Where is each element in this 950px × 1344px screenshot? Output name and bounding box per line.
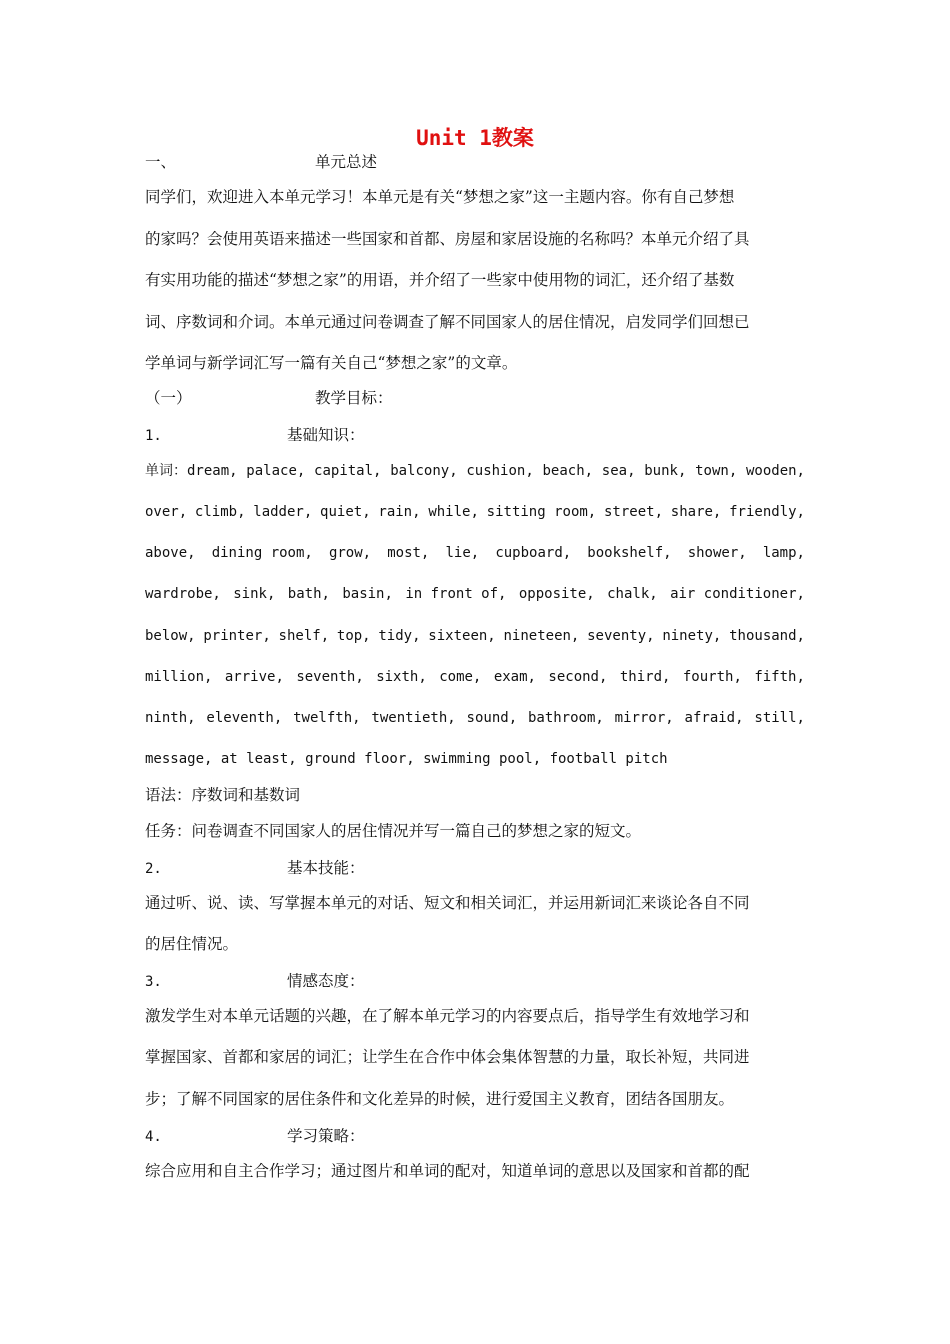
vocab-word: lamp, — [762, 545, 805, 561]
vocab-word: above, — [145, 545, 196, 561]
vocab-word: balcony, — [390, 463, 458, 479]
vocab-word: fifth, — [754, 669, 805, 685]
section1-heading: 单元总述 — [315, 153, 378, 171]
vocab-word: air conditioner, — [670, 586, 805, 602]
vocab-word: seventy, — [587, 628, 655, 644]
vocab-line-last: message, at least, ground floor, swimming pool, football pitch — [145, 751, 668, 767]
vocab-word: afraid, — [684, 710, 744, 726]
objectives-header — [145, 388, 393, 408]
vocab-word: bunk, — [644, 463, 687, 479]
vocab-word: sink, — [233, 586, 276, 602]
vocab-word: grow, — [328, 545, 372, 561]
vocab-word: while, — [428, 504, 479, 520]
vocab-word: most, — [387, 545, 430, 561]
vocab-word: dining room, — [211, 545, 313, 561]
section1-header — [145, 152, 377, 172]
vocab-word: ninety, — [662, 628, 722, 644]
vocab-word: third, — [619, 669, 671, 685]
item4-number: 4. — [145, 1129, 162, 1145]
vocab-word: share, — [670, 504, 722, 520]
vocab-word: exam, — [493, 669, 536, 685]
vocab-word: over, — [145, 504, 188, 520]
vocab-word: capital, — [314, 463, 382, 479]
item3-header — [145, 971, 365, 992]
vocab-word: shelf, — [278, 628, 330, 644]
vocab-word: lie, — [445, 545, 480, 561]
item3-text: 步；了解不同国家的居住条件和文化差异的时候，进行爱国主义教育，团结各国朋友。 — [145, 1090, 735, 1108]
item3-text: 掌握国家、首都和家居的词汇；让学生在合作中体会集体智慧的力量，取长补短，共同进 — [145, 1048, 750, 1066]
vocab-word: tidy, — [378, 628, 421, 644]
vocab-word: sound, — [466, 710, 518, 726]
vocab-word: nineteen, — [503, 628, 580, 644]
item3-heading: 情感态度： — [287, 972, 365, 990]
vocab-word: palace, — [246, 463, 306, 479]
item2-header — [145, 858, 365, 879]
objectives-heading: 教学目标： — [315, 389, 393, 407]
vocab-word: cupboard, — [495, 545, 572, 561]
vocab-word: below, — [145, 628, 196, 644]
vocab-word: arrive, — [224, 669, 284, 685]
vocab-word: bookshelf, — [587, 545, 672, 561]
intro-line: 学单词与新学词汇写一篇有关自己“梦想之家”的文章。 — [145, 354, 518, 372]
item1-heading: 基础知识： — [287, 426, 365, 444]
item3-text: 激发学生对本单元话题的兴趣，在了解本单元学习的内容要点后，指导学生有效地学习和 — [145, 1007, 750, 1025]
vocab-word: sixth, — [376, 669, 427, 685]
item4-heading: 学习策略： — [287, 1127, 365, 1145]
item4-text: 综合应用和自主合作学习；通过图片和单词的配对，知道单词的意思以及国家和首都的配 — [145, 1162, 750, 1180]
item1-number: 1. — [145, 428, 162, 444]
task-line: 任务：问卷调查不同国家人的居住情况并写一篇自己的梦想之家的短文。 — [145, 822, 642, 840]
vocab-line — [145, 584, 805, 604]
vocab-word: shower, — [687, 545, 747, 561]
section1-number: 一、 — [145, 153, 177, 171]
grammar-line: 语法：序数词和基数词 — [145, 786, 301, 804]
vocab-word: thousand, — [729, 628, 805, 644]
vocab-word: ninth, — [145, 710, 196, 726]
vocab-line — [145, 543, 805, 563]
vocab-word: town, — [695, 463, 738, 479]
vocab-word: chalk, — [607, 586, 658, 602]
intro-line: 的家吗？会使用英语来描述一些国家和首都、房屋和家居设施的名称吗？本单元介绍了具 — [145, 230, 750, 248]
item2-text: 通过听、说、读、写掌握本单元的对话、短文和相关词汇，并运用新词汇来谈论各自不同 — [145, 894, 750, 912]
intro-line: 有实用功能的描述“梦想之家”的用语，并介绍了一些家中使用物的词汇，还介绍了基数 — [145, 271, 735, 289]
vocab-word: eleventh, — [206, 710, 283, 726]
vocab-line — [145, 667, 805, 687]
page-title: Unit 1教案 — [416, 126, 534, 150]
vocab-word: sea, — [601, 463, 636, 479]
vocab-word: bathroom, — [527, 710, 604, 726]
vocab-word: sitting room, — [486, 504, 597, 520]
vocab-word: fourth, — [682, 669, 742, 685]
vocab-line — [145, 708, 805, 728]
vocab-line — [145, 502, 805, 522]
vocab-word: still, — [754, 710, 805, 726]
vocab-word: top, — [336, 628, 371, 644]
vocab-word: come, — [439, 669, 482, 685]
vocab-line — [145, 626, 805, 646]
intro-line: 同学们，欢迎进入本单元学习！本单元是有关“梦想之家”这一主题内容。你有自己梦想 — [145, 188, 735, 206]
vocab-word: seventh, — [296, 669, 364, 685]
vocab-word: opposite, — [518, 586, 595, 602]
item3-number: 3. — [145, 974, 162, 990]
vocab-word: friendly, — [729, 504, 805, 520]
vocab-word: mirror, — [614, 710, 674, 726]
vocab-word: 单词：dream, — [145, 463, 238, 479]
vocab-word: in front of, — [405, 586, 507, 602]
vocab-word: twentieth, — [371, 710, 456, 726]
vocab-word: million, — [145, 669, 213, 685]
vocab-word: second, — [548, 669, 608, 685]
vocab-word: rain, — [378, 504, 421, 520]
item1-header — [145, 425, 365, 446]
vocab-line — [145, 461, 805, 481]
vocab-word: quiet, — [320, 504, 371, 520]
item2-number: 2. — [145, 861, 162, 877]
item2-heading: 基本技能： — [287, 859, 365, 877]
vocab-word: twelfth, — [293, 710, 361, 726]
vocab-word: sixteen, — [428, 628, 496, 644]
vocab-word: ladder, — [253, 504, 313, 520]
vocab-word: wooden, — [745, 463, 805, 479]
vocab-word: beach, — [542, 463, 594, 479]
vocab-word: bath, — [287, 586, 330, 602]
intro-line: 词、序数词和介词。本单元通过问卷调查了解不同国家人的居住情况，启发同学们回想已 — [145, 313, 750, 331]
objectives-number: （一） — [145, 389, 192, 407]
item2-text: 的居住情况。 — [145, 935, 239, 953]
vocab-word: printer, — [203, 628, 271, 644]
item4-header — [145, 1126, 365, 1147]
vocab-word: street, — [604, 504, 664, 520]
vocab-word: wardrobe, — [145, 586, 221, 602]
vocab-word: cushion, — [466, 463, 534, 479]
vocab-word: basin, — [342, 586, 393, 602]
vocab-word: climb, — [194, 504, 246, 520]
